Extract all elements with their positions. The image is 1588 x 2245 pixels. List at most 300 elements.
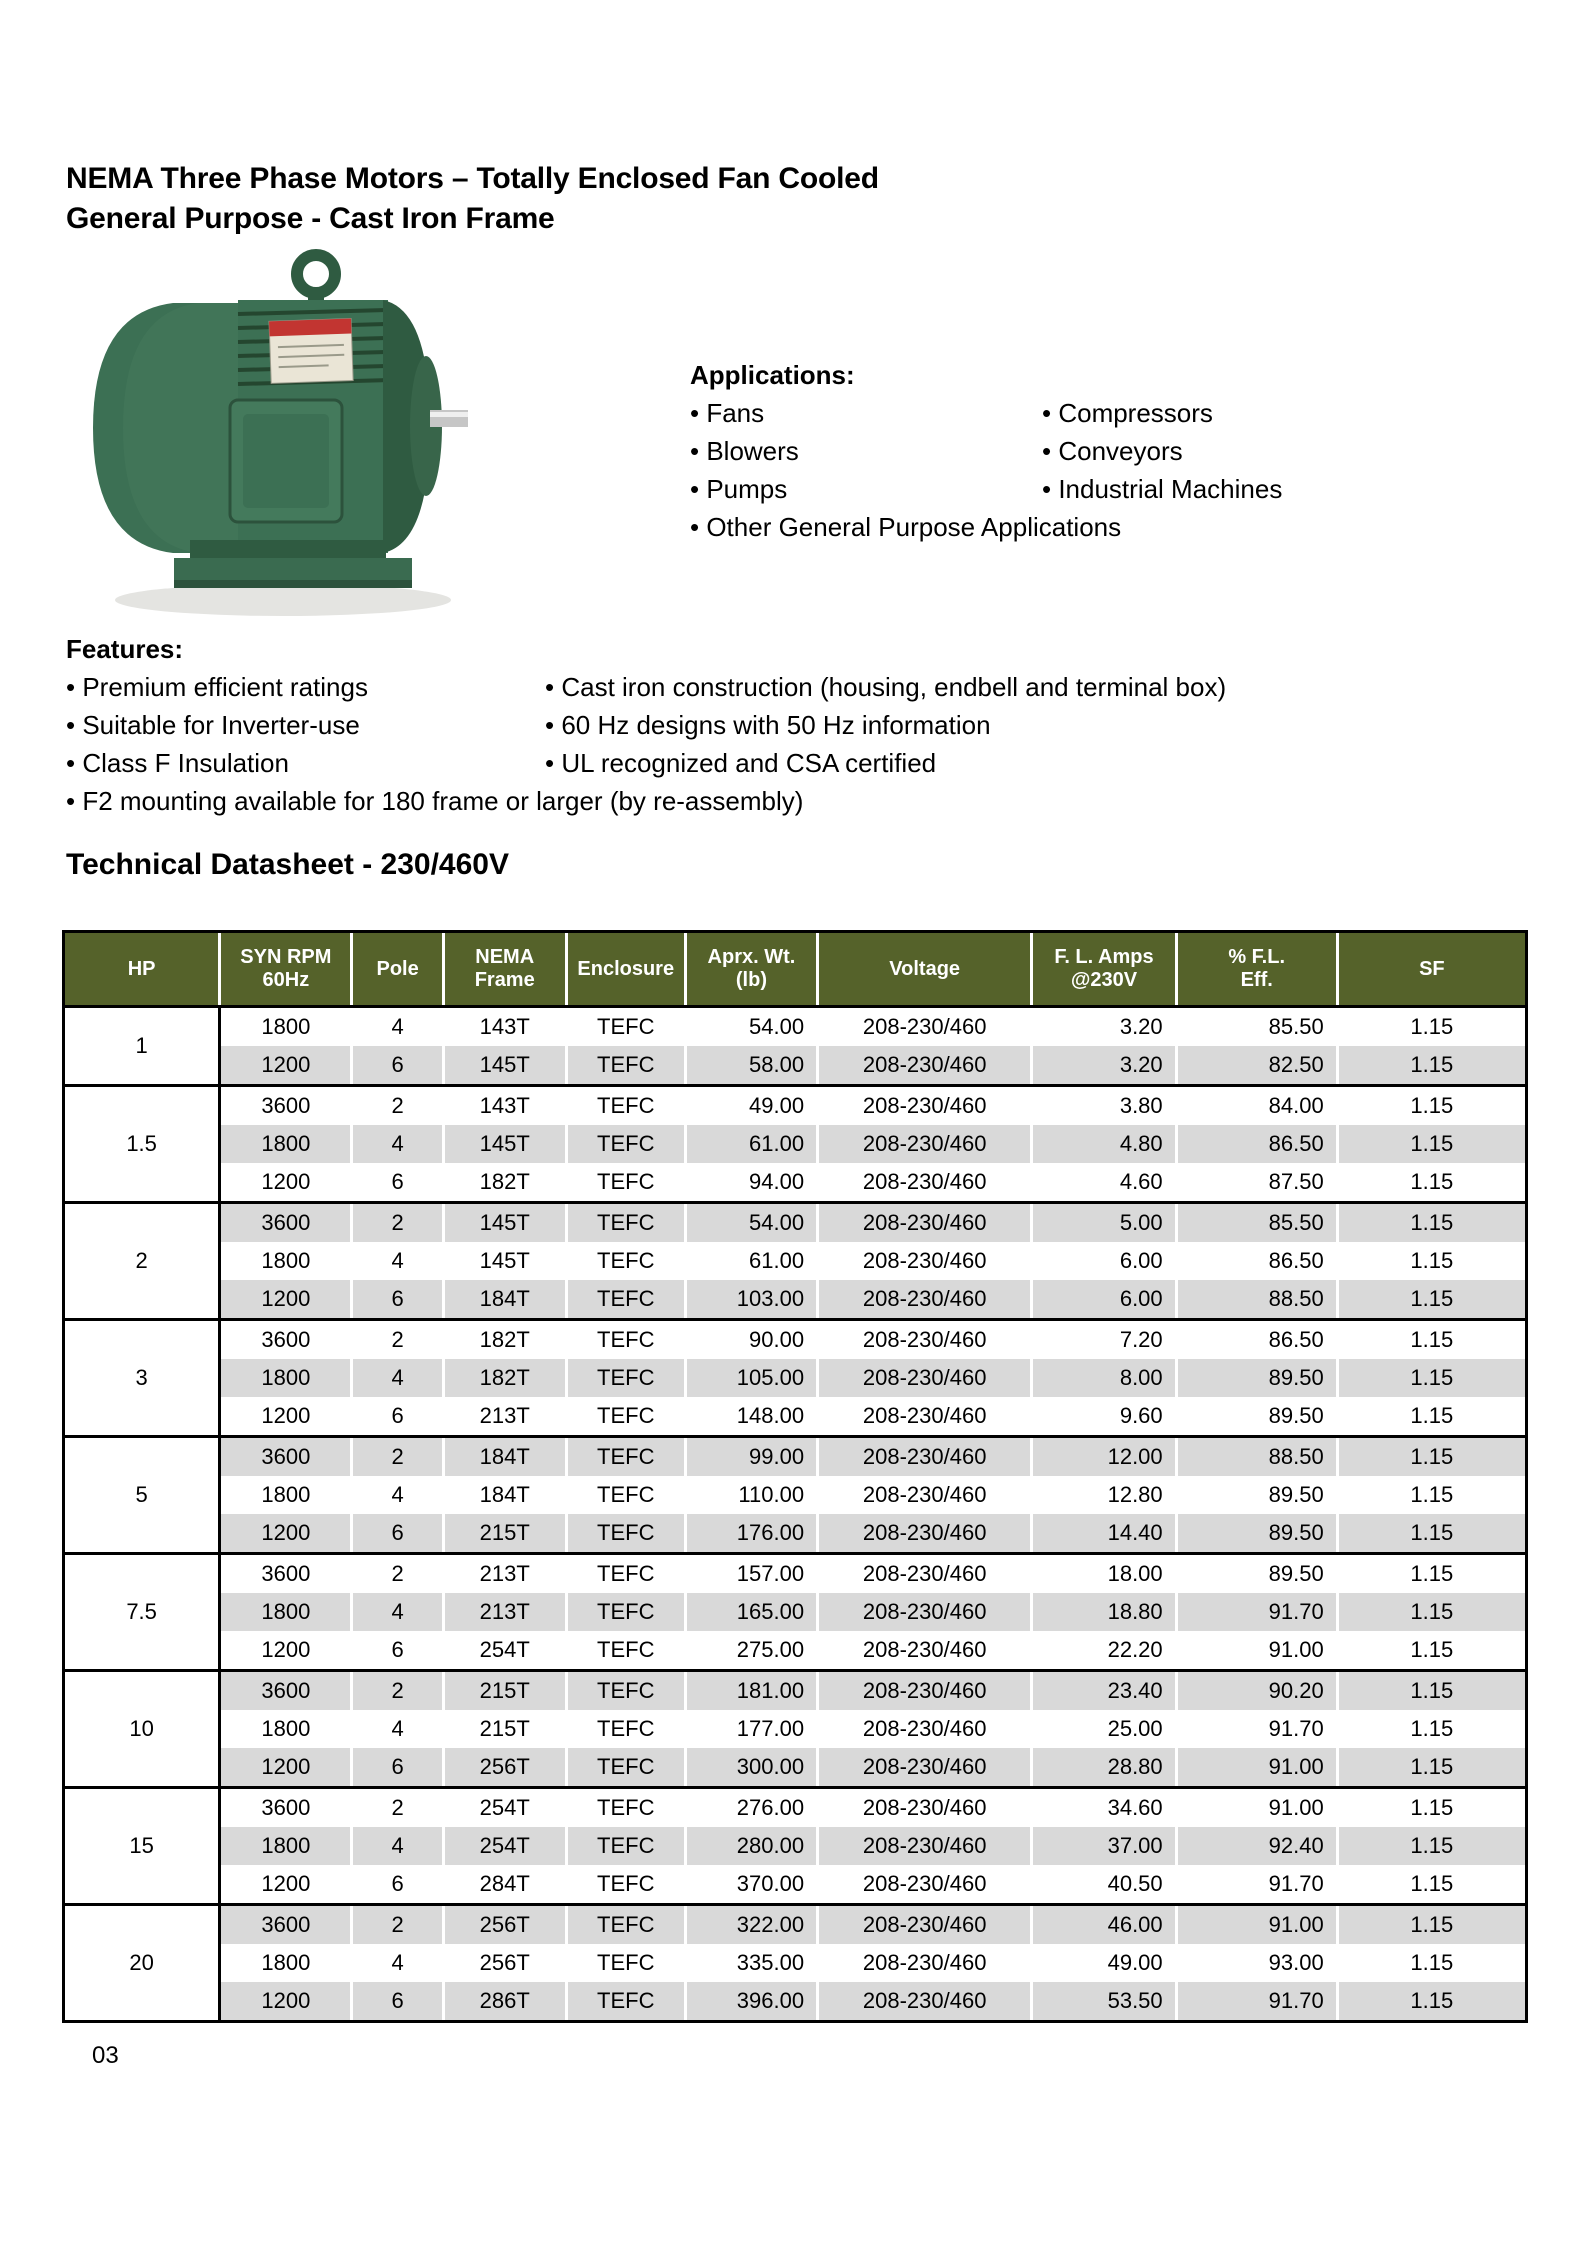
hp-cell: 5	[65, 1438, 221, 1552]
table-cell: 4	[353, 1359, 444, 1397]
table-row	[221, 1789, 1525, 1827]
table-cell: 215T	[445, 1710, 568, 1748]
table-cell: 1.15	[1339, 1906, 1525, 1944]
table-cell: 3600	[221, 1906, 353, 1944]
table-cell: 208-230/460	[819, 1359, 1033, 1397]
feature-item: • Class F Insulation	[66, 744, 545, 782]
table-cell: 208-230/460	[819, 1476, 1033, 1514]
table-cell: 91.00	[1178, 1748, 1339, 1786]
table-cell: 6	[353, 1163, 444, 1201]
application-item: • Industrial Machines	[1042, 470, 1370, 508]
table-cell: 1.15	[1339, 1555, 1525, 1593]
table-cell: 1.15	[1339, 1944, 1525, 1982]
table-header-row	[65, 933, 1525, 1008]
table-cell: TEFC	[568, 1555, 687, 1593]
table-cell: 1.15	[1339, 1163, 1525, 1201]
table-cell: TEFC	[568, 1280, 687, 1318]
table-cell: 1.15	[1339, 1359, 1525, 1397]
table-cell: 208-230/460	[819, 1555, 1033, 1593]
table-cell: 91.00	[1178, 1631, 1339, 1669]
table-cell: 1.15	[1339, 1438, 1525, 1476]
table-cell: 208-230/460	[819, 1008, 1033, 1046]
table-cell: 4	[353, 1710, 444, 1748]
table-cell: TEFC	[568, 1865, 687, 1903]
table-cell: 182T	[445, 1321, 568, 1359]
table-cell: TEFC	[568, 1008, 687, 1046]
hp-cell: 7.5	[65, 1555, 221, 1669]
table-cell: 1200	[221, 1397, 353, 1435]
table-cell: 18.80	[1033, 1593, 1177, 1631]
table-cell: 396.00	[687, 1982, 819, 2020]
table-cell: 254T	[445, 1789, 568, 1827]
table-cell: 213T	[445, 1555, 568, 1593]
table-row	[221, 1321, 1525, 1359]
hp-cell: 20	[65, 1906, 221, 2020]
table-cell: 2	[353, 1672, 444, 1710]
table-cell: 254T	[445, 1631, 568, 1669]
table-cell: TEFC	[568, 1397, 687, 1435]
table-row	[221, 1672, 1525, 1710]
feature-item: • 60 Hz designs with 50 Hz information	[545, 706, 1366, 744]
table-cell: 254T	[445, 1827, 568, 1865]
table-cell: 4	[353, 1944, 444, 1982]
feature-item: • Premium efficient ratings	[66, 668, 545, 706]
table-cell: 1200	[221, 1982, 353, 2020]
table-cell: 213T	[445, 1593, 568, 1631]
table-cell: 145T	[445, 1242, 568, 1280]
table-row	[221, 1163, 1525, 1201]
hp-group	[65, 1084, 1525, 1201]
table-cell: 2	[353, 1789, 444, 1827]
hp-group	[65, 1008, 1525, 1084]
application-item: • Conveyors	[1042, 432, 1370, 470]
table-cell: 40.50	[1033, 1865, 1177, 1903]
table-cell: 90.20	[1178, 1672, 1339, 1710]
table-cell: 1.15	[1339, 1827, 1525, 1865]
table-cell: 18.00	[1033, 1555, 1177, 1593]
table-cell: 8.00	[1033, 1359, 1177, 1397]
table-cell: 2	[353, 1438, 444, 1476]
table-cell: 94.00	[687, 1163, 819, 1201]
table-cell: 2	[353, 1204, 444, 1242]
hp-group	[65, 1669, 1525, 1786]
table-cell: 54.00	[687, 1204, 819, 1242]
table-cell: 184T	[445, 1476, 568, 1514]
table-cell: 6	[353, 1397, 444, 1435]
table-cell: 2	[353, 1321, 444, 1359]
table-cell: 1.15	[1339, 1046, 1525, 1084]
table-cell: 6	[353, 1631, 444, 1669]
table-row	[221, 1555, 1525, 1593]
table-cell: 2	[353, 1555, 444, 1593]
table-cell: 3.80	[1033, 1087, 1177, 1125]
table-cell: 4.80	[1033, 1125, 1177, 1163]
column-header: HP	[65, 933, 221, 1005]
table-cell: 256T	[445, 1748, 568, 1786]
table-cell: 1.15	[1339, 1865, 1525, 1903]
table-cell: 1.15	[1339, 1748, 1525, 1786]
table-cell: 22.20	[1033, 1631, 1177, 1669]
table-cell: 322.00	[687, 1906, 819, 1944]
table-cell: 54.00	[687, 1008, 819, 1046]
table-cell: 93.00	[1178, 1944, 1339, 1982]
table-cell: 14.40	[1033, 1514, 1177, 1552]
hp-group	[65, 1786, 1525, 1903]
table-cell: 6	[353, 1982, 444, 2020]
table-cell: 37.00	[1033, 1827, 1177, 1865]
features-section	[66, 630, 1366, 820]
table-cell: 58.00	[687, 1046, 819, 1084]
table-cell: 4	[353, 1125, 444, 1163]
table-cell: 28.80	[1033, 1748, 1177, 1786]
table-cell: 6	[353, 1748, 444, 1786]
feature-item: • Suitable for Inverter-use	[66, 706, 545, 744]
table-cell: 3600	[221, 1672, 353, 1710]
table-cell: TEFC	[568, 1827, 687, 1865]
table-cell: TEFC	[568, 1944, 687, 1982]
table-cell: 177.00	[687, 1710, 819, 1748]
table-cell: 89.50	[1178, 1476, 1339, 1514]
table-cell: 86.50	[1178, 1125, 1339, 1163]
table-cell: 91.00	[1178, 1906, 1339, 1944]
hp-cell: 1	[65, 1008, 221, 1084]
table-cell: 3600	[221, 1555, 353, 1593]
table-cell: TEFC	[568, 1593, 687, 1631]
table-cell: 61.00	[687, 1242, 819, 1280]
table-cell: 3.20	[1033, 1008, 1177, 1046]
table-row	[221, 1125, 1525, 1163]
feature-item: • F2 mounting available for 180 frame or larger (by re-assembly)	[66, 782, 1366, 820]
table-cell: 335.00	[687, 1944, 819, 1982]
table-cell: 82.50	[1178, 1046, 1339, 1084]
table-cell: 91.70	[1178, 1593, 1339, 1631]
table-cell: TEFC	[568, 1514, 687, 1552]
table-cell: 208-230/460	[819, 1125, 1033, 1163]
application-item: • Compressors	[1042, 394, 1370, 432]
table-cell: 370.00	[687, 1865, 819, 1903]
column-header: Aprx. Wt. (lb)	[687, 933, 819, 1005]
table-cell: 3.20	[1033, 1046, 1177, 1084]
table-cell: 182T	[445, 1163, 568, 1201]
table-cell: 208-230/460	[819, 1593, 1033, 1631]
column-header: % F.L. Eff.	[1178, 933, 1339, 1005]
table-cell: 1.15	[1339, 1008, 1525, 1046]
table-cell: 1200	[221, 1865, 353, 1903]
table-cell: 1.15	[1339, 1087, 1525, 1125]
table-cell: 300.00	[687, 1748, 819, 1786]
table-cell: 208-230/460	[819, 1672, 1033, 1710]
table-cell: 91.00	[1178, 1789, 1339, 1827]
table-cell: TEFC	[568, 1672, 687, 1710]
table-cell: 4	[353, 1476, 444, 1514]
table-cell: 3600	[221, 1321, 353, 1359]
table-cell: 256T	[445, 1944, 568, 1982]
electric-motor-illustration	[78, 228, 468, 628]
table-cell: 6	[353, 1280, 444, 1318]
table-cell: 165.00	[687, 1593, 819, 1631]
application-item: • Pumps	[690, 470, 1042, 508]
table-cell: 208-230/460	[819, 1321, 1033, 1359]
table-cell: 1.15	[1339, 1593, 1525, 1631]
table-cell: 286T	[445, 1982, 568, 2020]
page-subtitle: General Purpose - Cast Iron Frame	[66, 202, 555, 235]
table-row	[221, 1046, 1525, 1084]
table-cell: 89.50	[1178, 1359, 1339, 1397]
table-cell: 148.00	[687, 1397, 819, 1435]
table-cell: 6.00	[1033, 1280, 1177, 1318]
hp-group	[65, 1318, 1525, 1435]
table-cell: 1200	[221, 1046, 353, 1084]
table-cell: 105.00	[687, 1359, 819, 1397]
hp-cell: 1.5	[65, 1087, 221, 1201]
page-title: NEMA Three Phase Motors – Totally Enclosed Fan Cooled	[66, 162, 879, 195]
hp-group	[65, 1201, 1525, 1318]
table-cell: 157.00	[687, 1555, 819, 1593]
table-cell: 208-230/460	[819, 1087, 1033, 1125]
table-cell: TEFC	[568, 1710, 687, 1748]
table-row	[221, 1008, 1525, 1046]
table-cell: 91.70	[1178, 1982, 1339, 2020]
table-cell: 184T	[445, 1438, 568, 1476]
table-cell: 1800	[221, 1710, 353, 1748]
feature-item: • Cast iron construction (housing, endbell and terminal box)	[545, 668, 1366, 706]
table-row	[221, 1438, 1525, 1476]
table-cell: TEFC	[568, 1982, 687, 2020]
table-cell: 1800	[221, 1359, 353, 1397]
table-cell: 208-230/460	[819, 1280, 1033, 1318]
table-cell: 89.50	[1178, 1555, 1339, 1593]
table-cell: 6	[353, 1046, 444, 1084]
features-heading: Features:	[66, 634, 184, 664]
table-cell: 208-230/460	[819, 1204, 1033, 1242]
table-cell: 87.50	[1178, 1163, 1339, 1201]
table-cell: 145T	[445, 1125, 568, 1163]
table-cell: TEFC	[568, 1438, 687, 1476]
table-cell: 49.00	[687, 1087, 819, 1125]
table-cell: 61.00	[687, 1125, 819, 1163]
table-row	[221, 1593, 1525, 1631]
table-cell: TEFC	[568, 1748, 687, 1786]
table-cell: 275.00	[687, 1631, 819, 1669]
table-cell: 6	[353, 1865, 444, 1903]
table-cell: 1200	[221, 1631, 353, 1669]
table-cell: TEFC	[568, 1359, 687, 1397]
table-cell: 103.00	[687, 1280, 819, 1318]
table-cell: 89.50	[1178, 1397, 1339, 1435]
table-cell: 208-230/460	[819, 1865, 1033, 1903]
table-cell: 23.40	[1033, 1672, 1177, 1710]
table-cell: 145T	[445, 1046, 568, 1084]
table-cell: 184T	[445, 1280, 568, 1318]
table-cell: TEFC	[568, 1631, 687, 1669]
table-cell: 208-230/460	[819, 1514, 1033, 1552]
table-cell: TEFC	[568, 1125, 687, 1163]
table-cell: 4.60	[1033, 1163, 1177, 1201]
table-cell: 215T	[445, 1672, 568, 1710]
table-cell: 1.15	[1339, 1476, 1525, 1514]
table-cell: 280.00	[687, 1827, 819, 1865]
table-cell: 3600	[221, 1438, 353, 1476]
table-cell: 9.60	[1033, 1397, 1177, 1435]
table-cell: 208-230/460	[819, 1827, 1033, 1865]
table-cell: 256T	[445, 1906, 568, 1944]
table-cell: 1800	[221, 1476, 353, 1514]
table-row	[221, 1204, 1525, 1242]
column-header: F. L. Amps @230V	[1033, 933, 1177, 1005]
table-cell: 1.15	[1339, 1789, 1525, 1827]
table-cell: 176.00	[687, 1514, 819, 1552]
table-cell: 181.00	[687, 1672, 819, 1710]
table-body	[65, 1008, 1525, 2020]
table-row	[221, 1906, 1525, 1944]
features-list	[66, 668, 1366, 782]
table-row	[221, 1397, 1525, 1435]
table-cell: 5.00	[1033, 1204, 1177, 1242]
application-item: • Fans	[690, 394, 1042, 432]
table-cell: 1.15	[1339, 1397, 1525, 1435]
table-cell: 208-230/460	[819, 1631, 1033, 1669]
table-cell: 208-230/460	[819, 1046, 1033, 1084]
table-row	[221, 1359, 1525, 1397]
table-cell: 215T	[445, 1514, 568, 1552]
table-cell: 1.15	[1339, 1242, 1525, 1280]
table-cell: 86.50	[1178, 1321, 1339, 1359]
table-cell: 208-230/460	[819, 1748, 1033, 1786]
table-cell: 89.50	[1178, 1514, 1339, 1552]
table-row	[221, 1242, 1525, 1280]
applications-section	[690, 356, 1370, 546]
table-cell: 3600	[221, 1087, 353, 1125]
table-cell: 88.50	[1178, 1438, 1339, 1476]
table-row	[221, 1087, 1525, 1125]
table-cell: 182T	[445, 1359, 568, 1397]
column-header: Voltage	[819, 933, 1033, 1005]
table-cell: 1800	[221, 1125, 353, 1163]
table-cell: 2	[353, 1906, 444, 1944]
hp-cell: 15	[65, 1789, 221, 1903]
table-cell: 12.80	[1033, 1476, 1177, 1514]
table-cell: 34.60	[1033, 1789, 1177, 1827]
column-header: SYN RPM 60Hz	[221, 933, 353, 1005]
motor-image	[78, 228, 468, 628]
table-cell: 208-230/460	[819, 1982, 1033, 2020]
hp-group	[65, 1903, 1525, 2020]
hp-group	[65, 1552, 1525, 1669]
table-cell: 86.50	[1178, 1242, 1339, 1280]
table-cell: 143T	[445, 1008, 568, 1046]
table-cell: 1800	[221, 1827, 353, 1865]
table-cell: 85.50	[1178, 1008, 1339, 1046]
table-cell: 284T	[445, 1865, 568, 1903]
table-row	[221, 1710, 1525, 1748]
table-cell: 91.70	[1178, 1710, 1339, 1748]
table-cell: 208-230/460	[819, 1438, 1033, 1476]
table-cell: 3600	[221, 1789, 353, 1827]
table-row	[221, 1982, 1525, 2020]
table-cell: 1.15	[1339, 1631, 1525, 1669]
applications-list	[690, 394, 1370, 508]
table-cell: TEFC	[568, 1476, 687, 1514]
table-cell: 213T	[445, 1397, 568, 1435]
table-cell: 49.00	[1033, 1944, 1177, 1982]
hp-cell: 3	[65, 1321, 221, 1435]
table-cell: 208-230/460	[819, 1397, 1033, 1435]
hp-cell: 2	[65, 1204, 221, 1318]
table-cell: 4	[353, 1008, 444, 1046]
table-cell: TEFC	[568, 1242, 687, 1280]
table-cell: 99.00	[687, 1438, 819, 1476]
table-cell: 208-230/460	[819, 1163, 1033, 1201]
table-row	[221, 1631, 1525, 1669]
table-cell: 208-230/460	[819, 1906, 1033, 1944]
table-cell: 90.00	[687, 1321, 819, 1359]
table-cell: 143T	[445, 1087, 568, 1125]
table-cell: 1800	[221, 1944, 353, 1982]
table-cell: 4	[353, 1827, 444, 1865]
table-cell: TEFC	[568, 1087, 687, 1125]
table-cell: 1.15	[1339, 1982, 1525, 2020]
table-cell: 208-230/460	[819, 1710, 1033, 1748]
table-cell: 1.15	[1339, 1280, 1525, 1318]
table-cell: 12.00	[1033, 1438, 1177, 1476]
table-cell: 3600	[221, 1204, 353, 1242]
page-number: 03	[92, 2042, 119, 2069]
table-cell: 208-230/460	[819, 1789, 1033, 1827]
table-cell: 1.15	[1339, 1710, 1525, 1748]
column-header: Pole	[353, 933, 444, 1005]
table-cell: 1.15	[1339, 1672, 1525, 1710]
table-cell: TEFC	[568, 1204, 687, 1242]
table-cell: 208-230/460	[819, 1944, 1033, 1982]
application-item: • Other General Purpose Applications	[690, 508, 1370, 546]
table-cell: 84.00	[1178, 1087, 1339, 1125]
table-cell: TEFC	[568, 1321, 687, 1359]
feature-item: • UL recognized and CSA certified	[545, 744, 1366, 782]
table-row	[221, 1827, 1525, 1865]
table-cell: 1.15	[1339, 1514, 1525, 1552]
table-cell: TEFC	[568, 1163, 687, 1201]
table-cell: 1.15	[1339, 1321, 1525, 1359]
table-row	[221, 1280, 1525, 1318]
table-cell: 145T	[445, 1204, 568, 1242]
table-cell: 1200	[221, 1280, 353, 1318]
table-row	[221, 1748, 1525, 1786]
table-cell: 92.40	[1178, 1827, 1339, 1865]
hp-cell: 10	[65, 1672, 221, 1786]
table-cell: 276.00	[687, 1789, 819, 1827]
table-cell: 4	[353, 1593, 444, 1631]
hp-group	[65, 1435, 1525, 1552]
table-cell: 6	[353, 1514, 444, 1552]
table-cell: 1200	[221, 1514, 353, 1552]
table-cell: 25.00	[1033, 1710, 1177, 1748]
table-row	[221, 1865, 1525, 1903]
technical-datasheet-table	[62, 930, 1528, 2023]
applications-heading: Applications:	[690, 360, 855, 390]
table-cell: 46.00	[1033, 1906, 1177, 1944]
table-cell: 1.15	[1339, 1204, 1525, 1242]
table-cell: TEFC	[568, 1906, 687, 1944]
table-cell: 7.20	[1033, 1321, 1177, 1359]
table-cell: 53.50	[1033, 1982, 1177, 2020]
table-cell: 88.50	[1178, 1280, 1339, 1318]
table-cell: 6.00	[1033, 1242, 1177, 1280]
table-cell: 91.70	[1178, 1865, 1339, 1903]
application-item: • Blowers	[690, 432, 1042, 470]
table-row	[221, 1514, 1525, 1552]
column-header: SF	[1419, 957, 1445, 980]
table-cell: 208-230/460	[819, 1242, 1033, 1280]
